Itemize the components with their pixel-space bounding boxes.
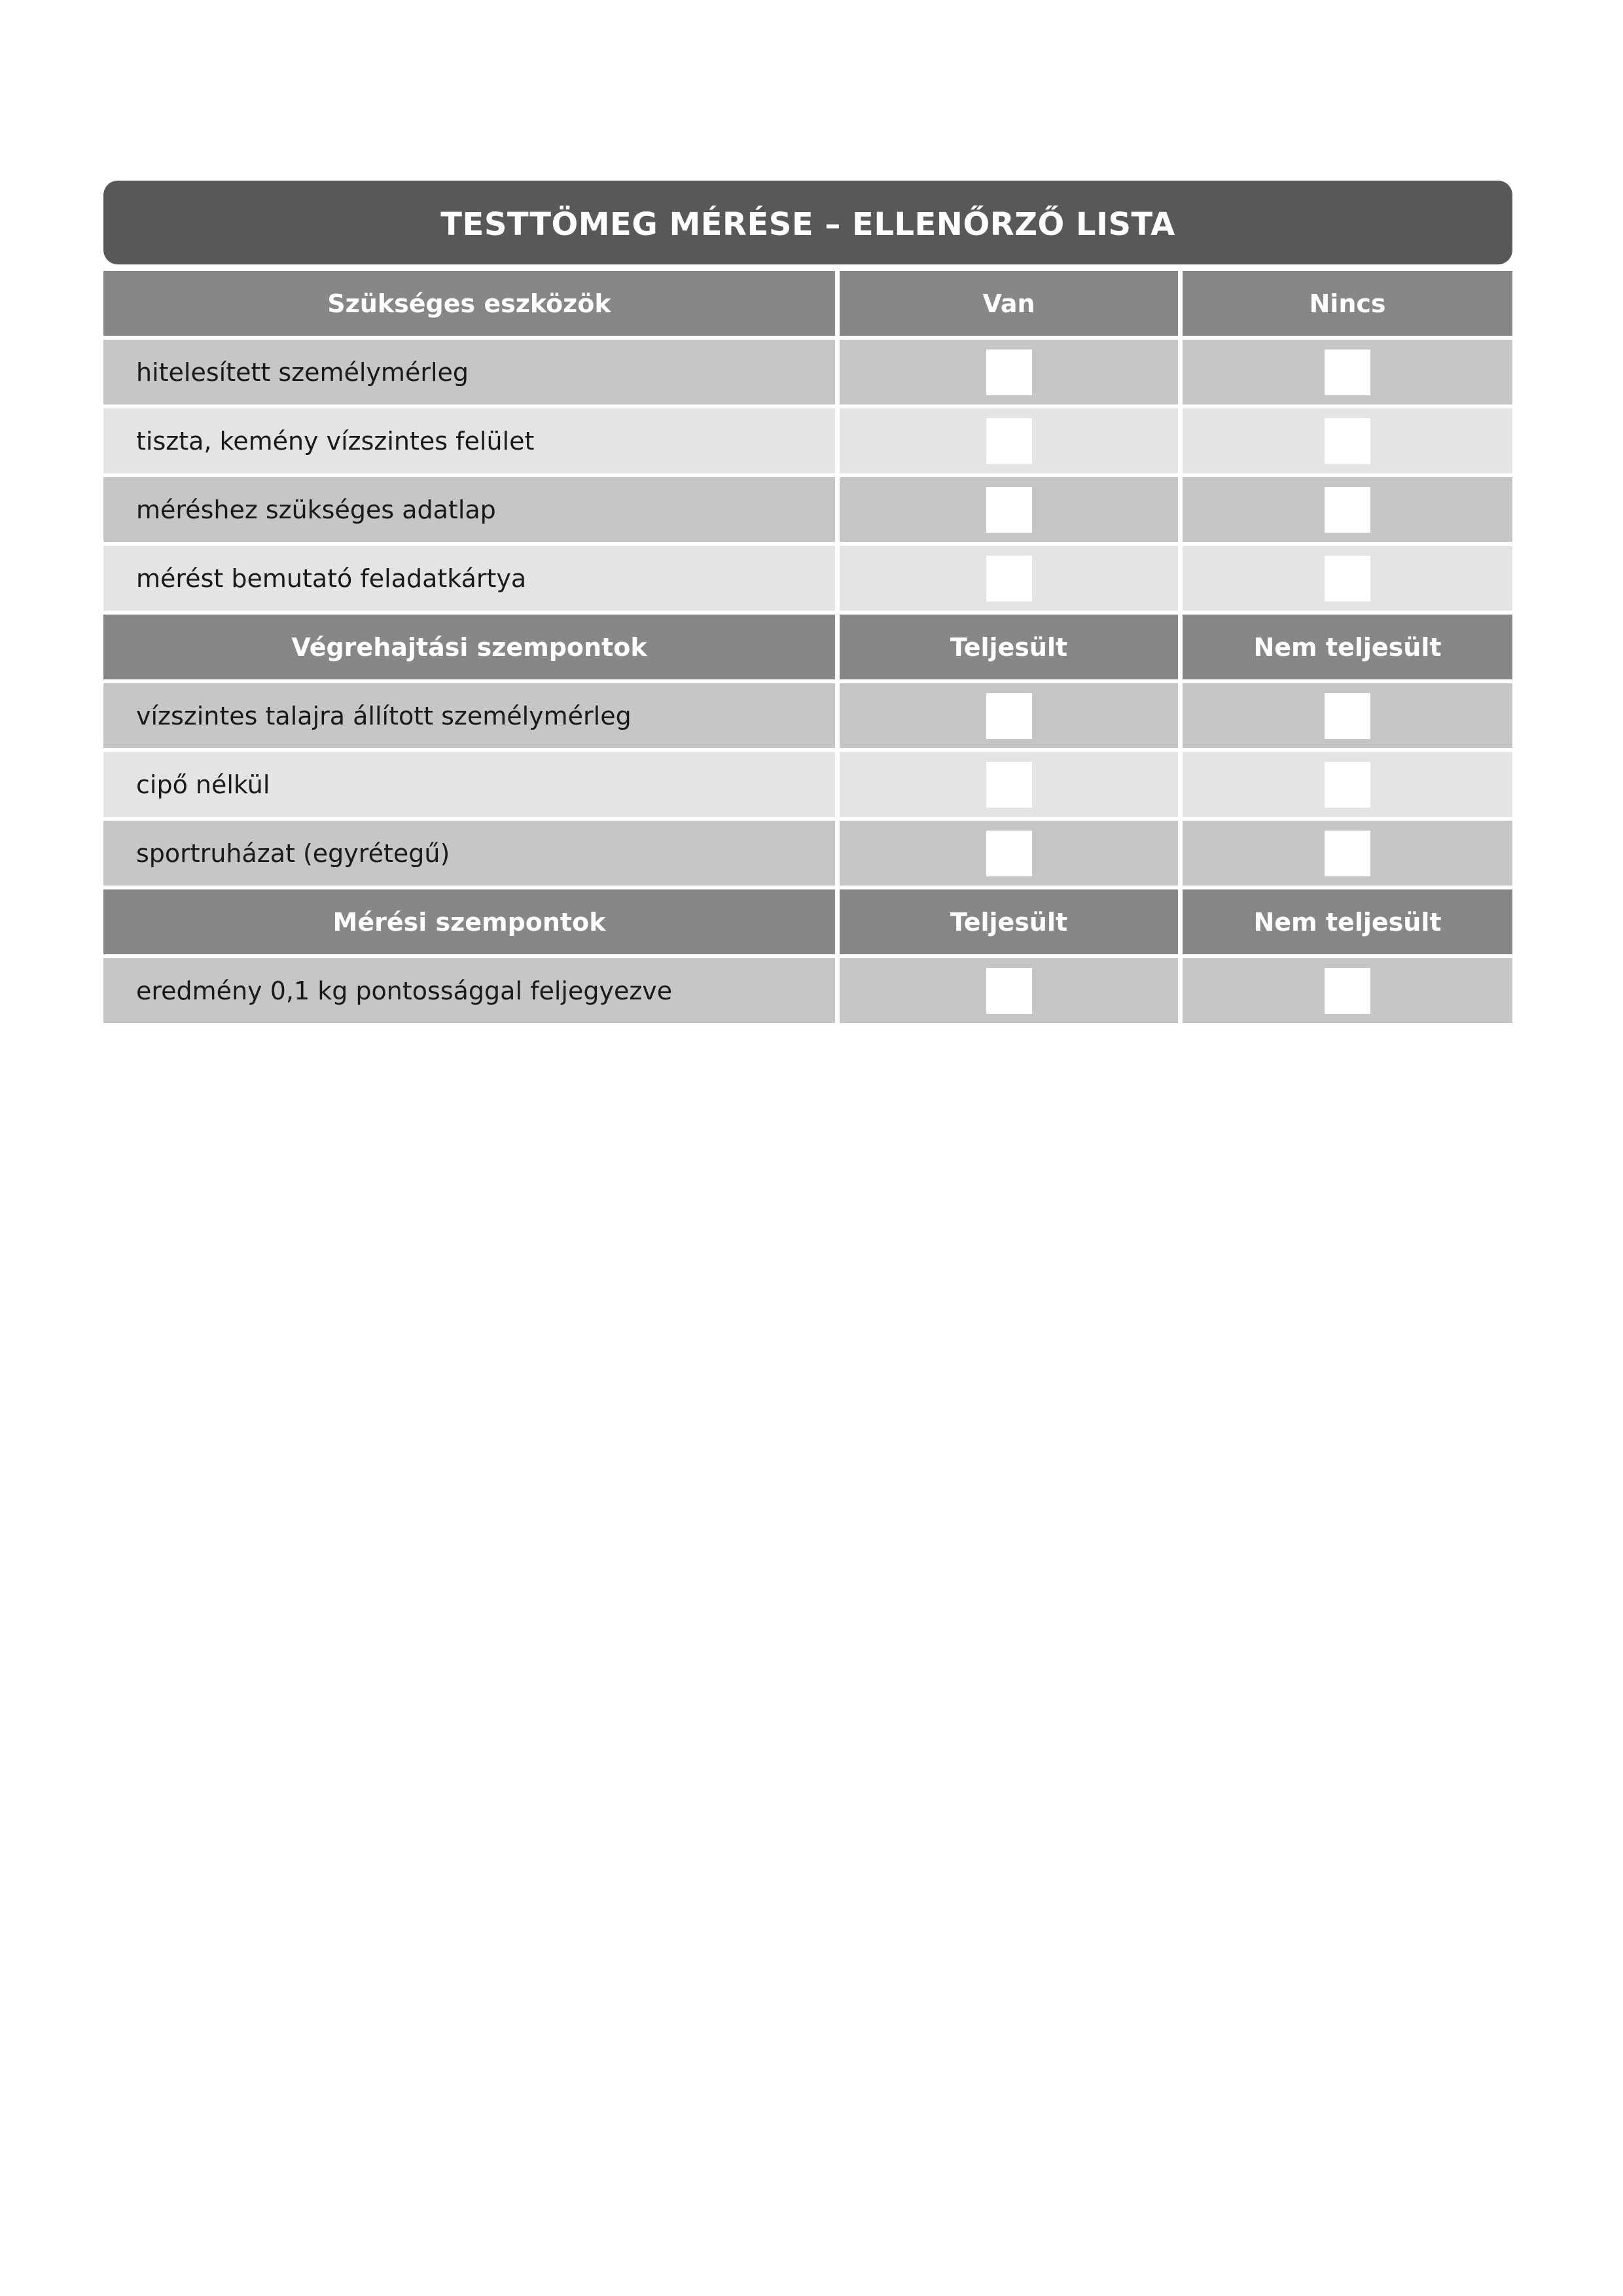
yes-cell (840, 408, 1178, 473)
yes-checkbox[interactable] (986, 487, 1032, 533)
no-checkbox[interactable] (1325, 556, 1370, 601)
checklist-item-label: cipő nélkül (103, 752, 835, 817)
section-heading: Szükséges eszközök (103, 271, 835, 336)
checklist-table (103, 271, 1512, 1023)
column-header-yes: Van (840, 271, 1178, 336)
no-checkbox[interactable] (1325, 418, 1370, 464)
fulfilled-cell (840, 683, 1178, 748)
column-header-fulfilled: Teljesült (840, 889, 1178, 954)
yes-cell (840, 477, 1178, 542)
column-header-no: Nincs (1183, 271, 1512, 336)
not-fulfilled-checkbox[interactable] (1325, 831, 1370, 876)
no-checkbox[interactable] (1325, 350, 1370, 395)
checklist-title: TESTTÖMEG MÉRÉSE – ELLENŐRZŐ LISTA (103, 181, 1512, 264)
section-heading: Mérési szempontok (103, 889, 835, 954)
not-fulfilled-cell (1183, 752, 1512, 817)
column-header-not-fulfilled: Nem teljesült (1183, 615, 1512, 679)
no-cell (1183, 477, 1512, 542)
yes-cell (840, 340, 1178, 404)
checklist-item-label: tiszta, kemény vízszintes felület (103, 408, 835, 473)
section-header-row (103, 271, 1512, 336)
checklist-item-label: méréshez szükséges adatlap (103, 477, 835, 542)
checklist-row (103, 408, 1512, 473)
not-fulfilled-cell (1183, 958, 1512, 1023)
checklist-item-label: hitelesített személymérleg (103, 340, 835, 404)
yes-checkbox[interactable] (986, 350, 1032, 395)
checklist-row (103, 683, 1512, 748)
checklist-row (103, 821, 1512, 886)
fulfilled-checkbox[interactable] (986, 762, 1032, 808)
fulfilled-cell (840, 821, 1178, 886)
checklist-item-label: eredmény 0,1 kg pontossággal feljegyezve (103, 958, 835, 1023)
no-cell (1183, 546, 1512, 611)
fulfilled-cell (840, 958, 1178, 1023)
no-cell (1183, 340, 1512, 404)
not-fulfilled-checkbox[interactable] (1325, 693, 1370, 739)
section-header-row (103, 615, 1512, 679)
fulfilled-checkbox[interactable] (986, 968, 1032, 1014)
checklist-item-label: sportruházat (egyrétegű) (103, 821, 835, 886)
not-fulfilled-checkbox[interactable] (1325, 968, 1370, 1014)
checklist-row (103, 958, 1512, 1023)
fulfilled-cell (840, 752, 1178, 817)
yes-checkbox[interactable] (986, 418, 1032, 464)
checklist-row (103, 340, 1512, 404)
no-cell (1183, 408, 1512, 473)
checklist-item-label: mérést bemutató feladatkártya (103, 546, 835, 611)
yes-checkbox[interactable] (986, 556, 1032, 601)
column-header-fulfilled: Teljesült (840, 615, 1178, 679)
checklist-row (103, 546, 1512, 611)
column-header-not-fulfilled: Nem teljesült (1183, 889, 1512, 954)
fulfilled-checkbox[interactable] (986, 693, 1032, 739)
checklist-item-label: vízszintes talajra állított személymérleg (103, 683, 835, 748)
checklist-sheet (103, 181, 1512, 1023)
section-heading: Végrehajtási szempontok (103, 615, 835, 679)
yes-cell (840, 546, 1178, 611)
not-fulfilled-checkbox[interactable] (1325, 762, 1370, 808)
section-header-row (103, 889, 1512, 954)
no-checkbox[interactable] (1325, 487, 1370, 533)
not-fulfilled-cell (1183, 683, 1512, 748)
fulfilled-checkbox[interactable] (986, 831, 1032, 876)
checklist-row (103, 477, 1512, 542)
not-fulfilled-cell (1183, 821, 1512, 886)
checklist-row (103, 752, 1512, 817)
